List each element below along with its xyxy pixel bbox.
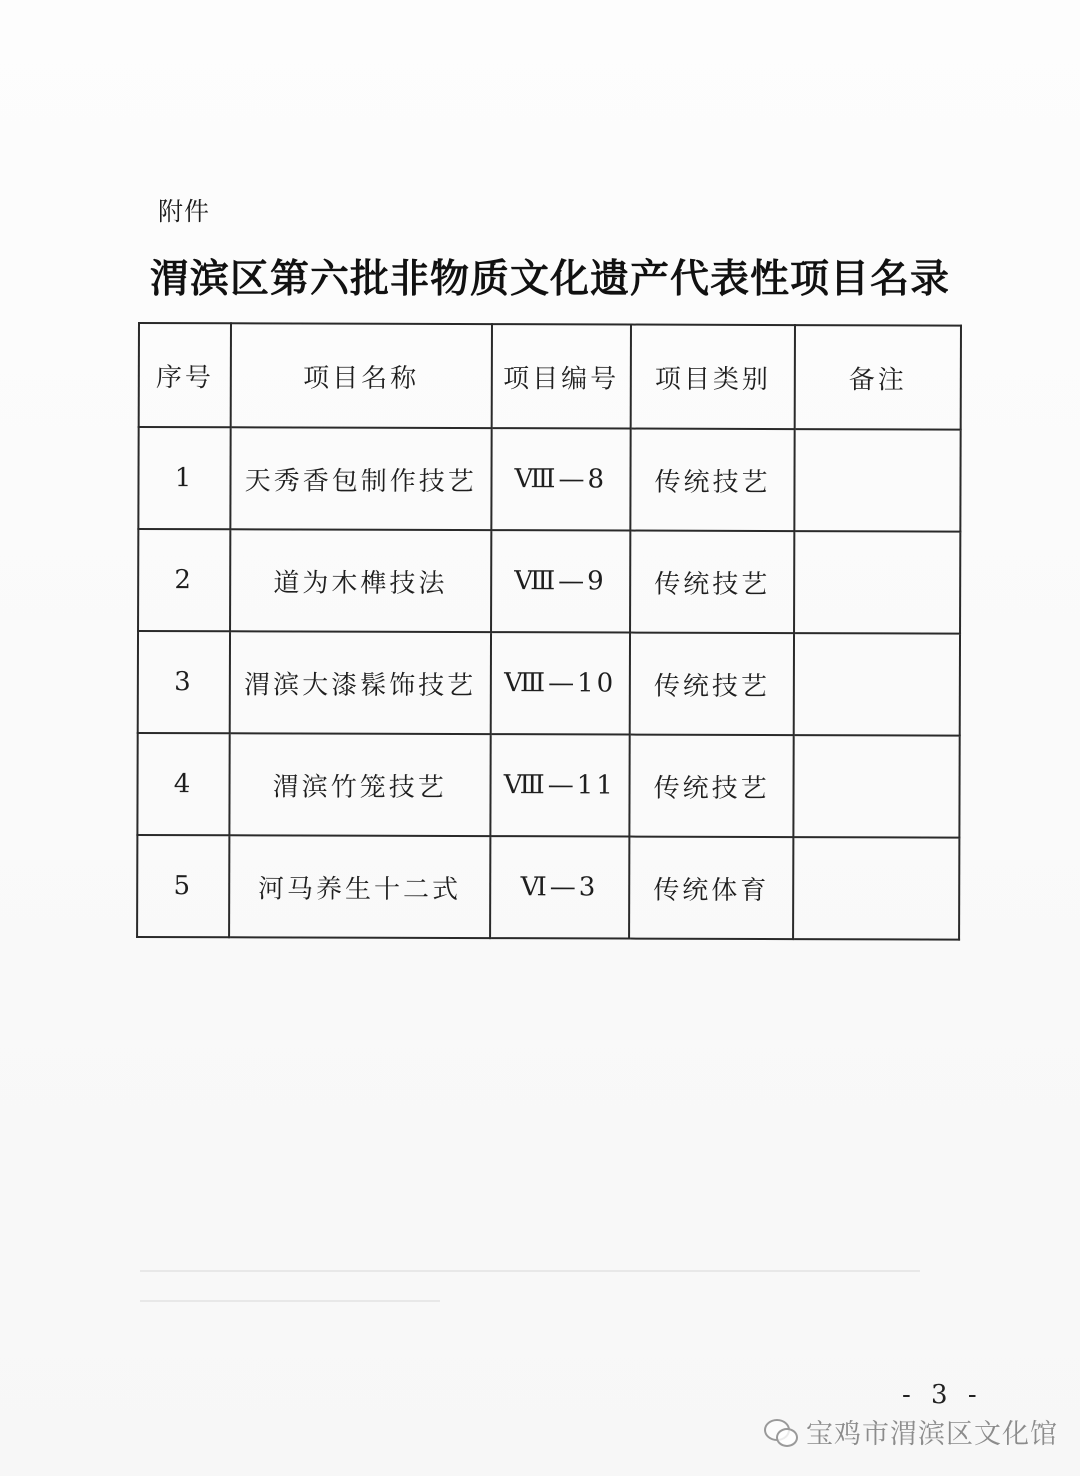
table-row <box>137 733 959 838</box>
document-title: 渭滨区第六批非物质文化遗产代表性项目名录 <box>150 257 951 302</box>
cell-name: 天秀香包制作技艺 <box>230 427 491 530</box>
header-note: 备注 <box>795 325 961 430</box>
header-category: 项目类别 <box>631 325 795 430</box>
faded-rule-bottom <box>140 1300 440 1302</box>
wechat-icon <box>764 1417 798 1447</box>
watermark-text: 宝鸡市渭滨区文化馆 <box>806 1419 1058 1450</box>
cell-name: 河马养生十二式 <box>229 835 490 938</box>
cell-code: Ⅵ—3 <box>490 836 630 938</box>
cell-note <box>793 837 959 940</box>
table-header-row <box>139 323 961 430</box>
cell-name: 道为木榫技法 <box>230 529 491 632</box>
attachment-label: 附件 <box>158 197 211 226</box>
header-seq: 序号 <box>139 323 231 427</box>
project-list-table <box>136 322 962 941</box>
cell-seq: 3 <box>138 631 230 733</box>
cell-note <box>793 735 959 838</box>
table-row <box>138 427 960 532</box>
cell-seq: 2 <box>138 529 230 631</box>
cell-name: 渭滨竹笼技艺 <box>229 733 490 836</box>
cell-code: Ⅷ—11 <box>490 734 630 836</box>
header-name: 项目名称 <box>231 323 492 428</box>
cell-note <box>794 633 960 736</box>
cell-category: 传统技艺 <box>630 633 794 736</box>
cell-category: 传统技艺 <box>630 429 794 532</box>
table-row <box>138 529 960 634</box>
cell-code: Ⅷ—9 <box>491 530 631 632</box>
cell-category: 传统体育 <box>629 837 793 940</box>
cell-note <box>794 531 960 634</box>
faded-rule-top <box>140 1270 920 1272</box>
table-row <box>137 835 959 940</box>
table-row <box>138 631 960 736</box>
cell-category: 传统技艺 <box>629 735 793 838</box>
header-code: 项目编号 <box>491 324 631 428</box>
cell-seq: 1 <box>138 427 230 529</box>
watermark <box>764 1412 1058 1451</box>
cell-code: Ⅷ—8 <box>491 428 631 530</box>
cell-note <box>794 429 960 532</box>
cell-code: Ⅷ—10 <box>490 632 630 734</box>
cell-seq: 5 <box>137 835 229 937</box>
cell-seq: 4 <box>137 733 229 835</box>
cell-category: 传统技艺 <box>630 531 794 634</box>
page-number: - 3 - <box>902 1380 983 1410</box>
cell-name: 渭滨大漆髹饰技艺 <box>230 631 491 734</box>
